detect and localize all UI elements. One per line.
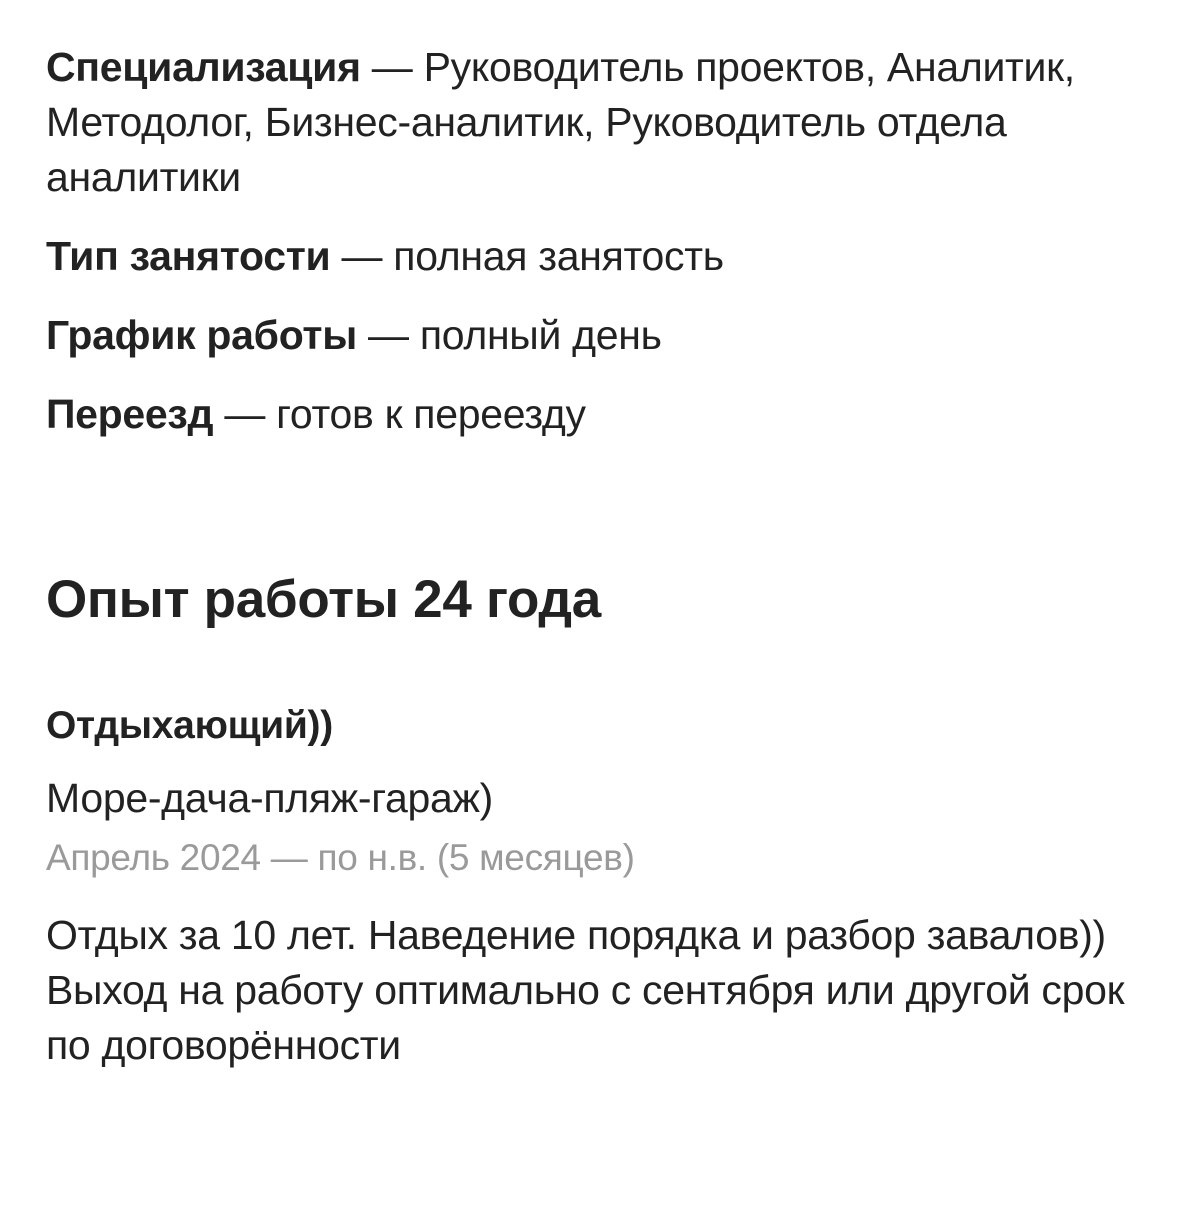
job-description-line: Выход на работу оптимально с сентября или другой срок по договорённости (46, 967, 1125, 1068)
field-value: полная занятость (393, 233, 724, 279)
field-separator: — (330, 233, 394, 279)
job-description (46, 908, 1156, 1073)
experience-section-title: Опыт работы 24 года (46, 570, 601, 629)
resume-content (46, 40, 1156, 1073)
field-key: График работы (46, 312, 357, 358)
field-relocation (46, 387, 1156, 442)
field-employment-type (46, 229, 1156, 284)
field-key: Переезд (46, 391, 214, 437)
job-company: Море-дача-пляж-гараж) (46, 775, 493, 821)
job-description-line: Отдых за 10 лет. Наведение порядка и разбор завалов)) (46, 912, 1106, 958)
field-separator: — (356, 312, 420, 358)
field-key: Специализация (46, 44, 361, 90)
job-period: Апрель 2024 — по н.в. (5 месяцев) (46, 837, 635, 878)
field-specialization (46, 40, 1156, 205)
field-separator: — (213, 391, 277, 437)
field-key: Тип занятости (46, 233, 331, 279)
field-separator: — (360, 44, 424, 90)
job-position: Отдыхающий)) (46, 704, 333, 747)
field-value: готов к переезду (276, 391, 586, 437)
field-schedule (46, 308, 1156, 363)
field-value: Руководитель проектов, Аналитик, Методолог, Бизнес-аналитик, Руководитель отдела аналитики (46, 44, 1075, 200)
field-value: полный день (419, 312, 662, 358)
